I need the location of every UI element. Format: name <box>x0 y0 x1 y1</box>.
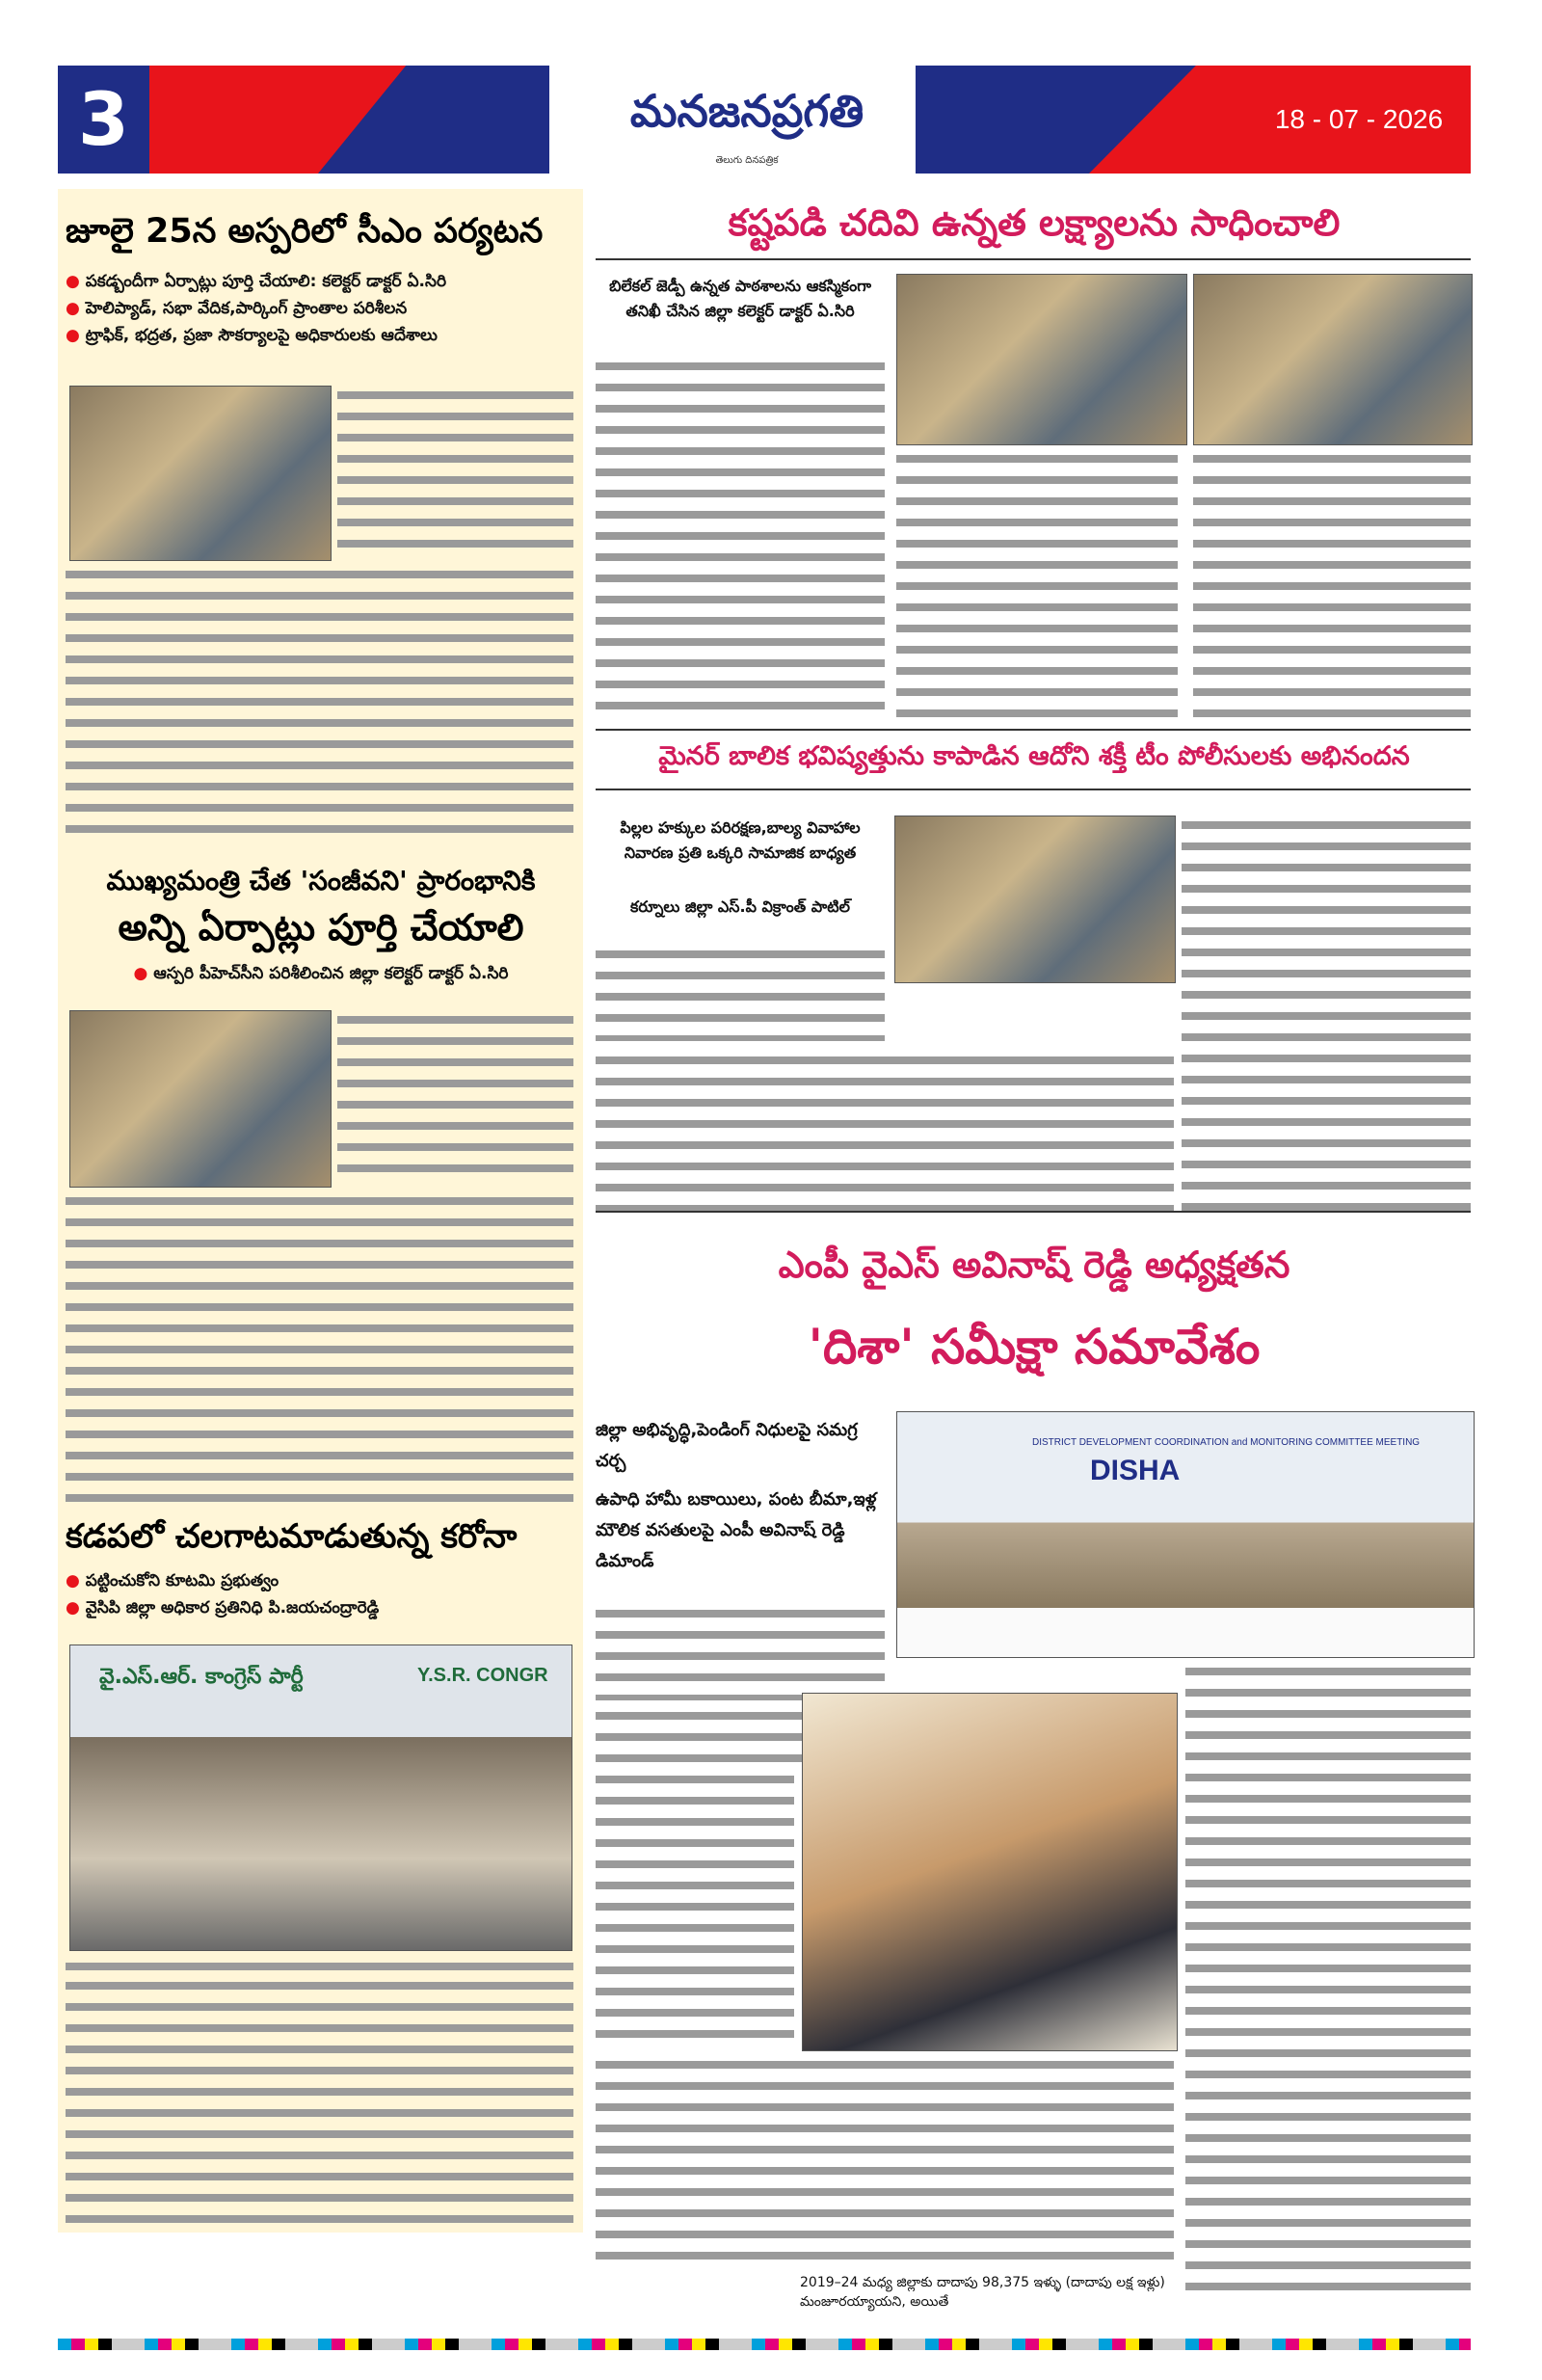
story-disha-headline-2: 'దిశా' సమీక్షా సమావేశం <box>808 1319 1261 1375</box>
divider <box>596 729 1471 731</box>
phc-visit-photo <box>69 1010 332 1188</box>
print-registration-bar <box>0 2333 1542 2356</box>
story-sanjeevani-body-cont <box>66 1191 573 1502</box>
story-sanjeevani-body <box>337 1010 573 1186</box>
page-number: 3 <box>58 66 149 174</box>
story-minor-girl-body-2 <box>596 1051 1174 1213</box>
disha-meeting-photo <box>896 1411 1475 1658</box>
issue-date: 18 - 07 - 2026 <box>1274 104 1444 134</box>
bullet: ● హెలిప్యాడ్, సభా వేదిక,పార్కింగ్ ప్రాంతాల పరిశీలన <box>66 297 576 324</box>
story-corona-body-cont <box>66 1976 573 2227</box>
story-sanjeevani-headline-1: ముఖ్యమంత్రి చేత 'సంజీవని' ప్రారంభానికి <box>106 865 536 896</box>
story-cm-visit-body <box>337 386 573 559</box>
masthead-tagline: తెలుగు దినపత్రిక <box>715 155 779 166</box>
story-disha-sub2: ఉపాధి హామీ బకాయిలు, పంట బీమా,ఇళ్ల మౌలిక వసతులపై ఎంపీ అవినాష్ రెడ్డి డిమాండ్ <box>596 1489 877 1571</box>
story-disha-sub: జిల్లా అభివృద్ధి,పెండింగ్ నిధులపై సమగ్ర చర్చ <box>596 1420 858 1471</box>
story-education-body <box>596 357 885 723</box>
story-minor-girl-body <box>596 945 885 1041</box>
disha-banner-line: DISTRICT DEVELOPMENT COORDINATION and MONITORING COMMITTEE MEETING <box>1032 1437 1421 1448</box>
masthead-title: మనజనప్రగతి <box>629 85 864 137</box>
party-banner-text-en: Y.S.R. CONGR <box>417 1665 548 1686</box>
divider <box>596 1211 1471 1213</box>
bullet: ● పట్టించుకోని కూటమి ప్రభుత్వం <box>66 1569 576 1596</box>
bullet: ● పకడ్బందీగా ఏర్పాట్లు పూర్తి చేయాలి: కలెక్టర్ డాక్టర్ ఏ.సిరి <box>66 270 576 297</box>
story-corona-bullets <box>66 1569 576 1623</box>
story-minor-girl-body-3 <box>1182 816 1471 1213</box>
story-education-body-2 <box>896 449 1178 723</box>
story-minor-girl-sub2: కర్నూలు జిల్లా ఎస్.పీ విక్రాంత్ పాటిల్ <box>630 897 850 916</box>
story-corona-headline: కడపలో చలగాటమాడుతున్న కరోనా <box>66 1517 518 1556</box>
story-cm-visit-body-cont <box>66 565 573 842</box>
party-banner-text: వై.ఎస్.ఆర్. కాంగ్రెస్ పార్టీ <box>99 1665 304 1689</box>
story-sanjeevani-bullet: ● ఆస్పరి పీహెచ్‌సీని పరిశీలించిన జిల్లా కలెక్టర్ డాక్టర్ ఏ.సిరి <box>66 962 576 989</box>
police-felicitation-photo <box>894 816 1176 983</box>
bullet: ● వైసిపి జిల్లా అధికార ప్రతినిధి పి.జయచంద్రారెడ్డి <box>66 1596 576 1623</box>
story-education-body-3 <box>1193 449 1471 723</box>
divider <box>596 789 1471 790</box>
story-cm-visit-bullets <box>66 270 576 351</box>
divider <box>596 258 1471 260</box>
school-visit-photo-1 <box>896 274 1187 445</box>
story-minor-girl-headline: మైనర్ బాలిక భవిష్యత్తును కాపాడిన ఆదోని శక్తీ టీం పోలీసులకు అభినందన <box>658 741 1410 771</box>
story-disha-body-4 <box>1185 1662 1471 2298</box>
story-disha-body <box>596 1604 885 1700</box>
story-disha-headline-1: ఎంపీ వైఎస్ అవినాష్ రెడ్డి అధ్యక్షతన <box>778 1243 1290 1286</box>
school-visit-photo-2 <box>1193 274 1473 445</box>
story-cm-visit-headline: జూలై 25న అస్పరిలో సీఎం పర్యటన <box>66 212 544 251</box>
story-minor-girl-sub: పిల్లల హక్కుల పరిరక్షణ,బాల్య వివాహాల నివారణ ప్రతి ఒక్కరి సామాజిక బాధ్యత <box>620 818 861 862</box>
story-disha-body-3 <box>596 1770 794 2049</box>
cm-visit-photo <box>69 386 332 561</box>
mp-avinash-photo <box>802 1693 1178 2051</box>
bullet: ● ట్రాఫిక్, భద్రత, ప్రజా సౌకర్యాలపై అధికారులకు ఆదేశాలు <box>66 324 576 351</box>
disha-banner-title: DISHA <box>1090 1455 1181 1486</box>
story-disha-body-5 <box>596 2055 1174 2267</box>
press-meet-photo <box>69 1645 572 1951</box>
story-education-headline: కష్టపడి చదివి ఉన్నత లక్ష్యాలను సాధించాలి <box>728 201 1341 244</box>
story-sanjeevani-headline-2: అన్ని ఏర్పాట్లు పూర్తి చేయాలి <box>118 906 524 949</box>
masthead-logo <box>583 71 911 168</box>
story-disha-body-tail: 2019–24 మధ్య జిల్లాకు దాదాపు 98,375 ఇళ్ళు (దాదాపు లక్ష ఇళ్లు) మంజూరయ్యాయని, అయితే <box>800 2275 1165 2310</box>
story-education-sub: బిలేకల్ జెడ్పీ ఉన్నత పాఠశాలను ఆకస్మికంగా తనిఖీ చేసిన జిల్లా కలెక్టర్ డాక్టర్ ఏ.సిరి <box>609 277 871 320</box>
